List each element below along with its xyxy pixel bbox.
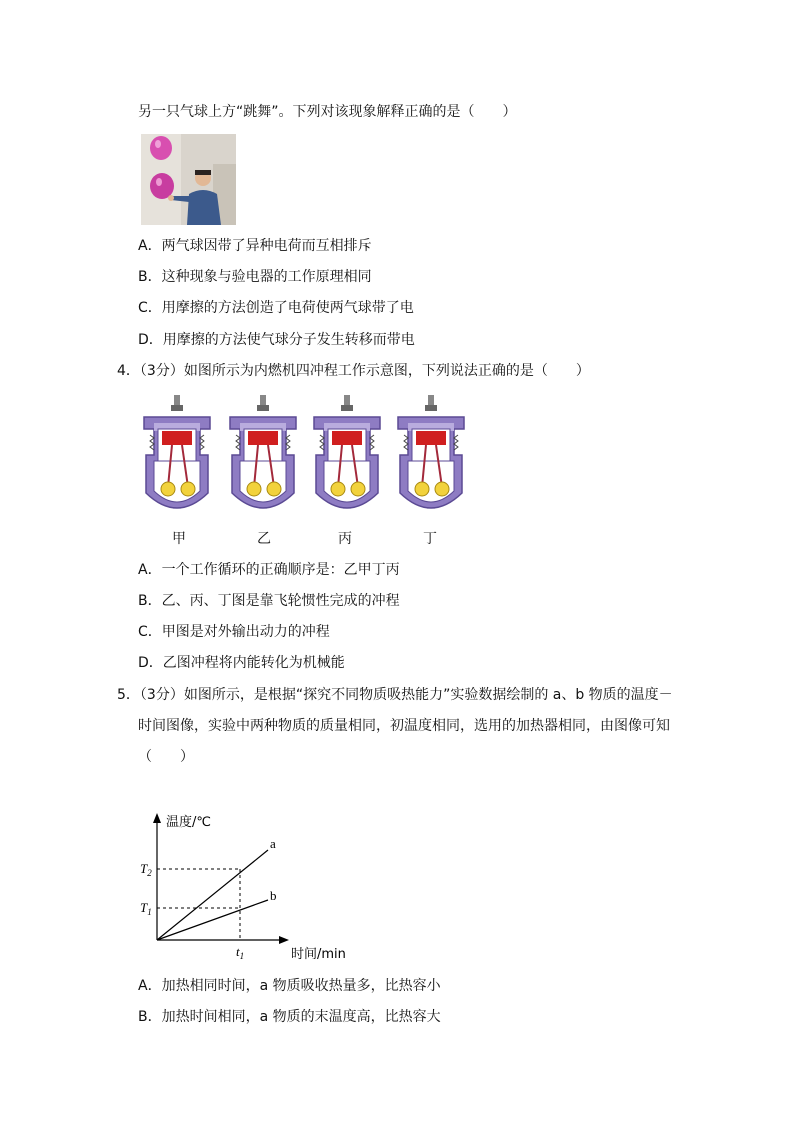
graph-xlabel: 时间/min — [291, 947, 346, 962]
q3-option-b: B．这种现象与验电器的工作原理相同 — [138, 269, 372, 285]
balloon-photo — [141, 134, 236, 225]
graph-line-b-label: b — [270, 888, 277, 903]
graph-time-mark: $t_1$ — [236, 944, 245, 961]
q3-option-c: C．用摩擦的方法创造了电荷使两气球带了电 — [138, 300, 414, 316]
q4-option-b: B．乙、丙、丁图是靠飞轮惯性完成的冲程 — [138, 593, 400, 609]
q5-stem-line2: 时间图像，实验中两种物质的质量相同，初温度相同，选用的加热器相同，由图像可知 — [138, 718, 670, 734]
graph-t1-label: $T_1$ — [140, 900, 152, 917]
engine-label-yi: 乙 — [257, 531, 271, 547]
engine-label-jia: 甲 — [172, 531, 186, 547]
q4-option-c: C．甲图是对外输出动力的冲程 — [138, 624, 330, 640]
q5-option-b: B．加热时间相同，a 物质的末温度高，比热容大 — [138, 1009, 441, 1025]
q4-option-a: A．一个工作循环的正确顺序是：乙甲丁丙 — [138, 562, 400, 578]
q3-stem-tail: 另一只气球上方“跳舞”。下列对该现象解释正确的是（ ） — [138, 104, 517, 120]
engine-label-bing: 丙 — [338, 531, 352, 547]
q3-option-a: A．两气球因带了异种电荷而互相排斥 — [138, 238, 372, 254]
q5-stem-line3: （ ） — [138, 749, 194, 765]
engine-stroke-diagrams — [140, 395, 480, 550]
temperature-time-graph — [138, 810, 358, 965]
q3-option-d: D．用摩擦的方法使气球分子发生转移而带电 — [138, 332, 415, 348]
q4-stem: 4．（3分）如图所示为内燃机四冲程工作示意图，下列说法正确的是（ ） — [117, 363, 590, 379]
q5-stem-line1: 5．（3分）如图所示，是根据“探究不同物质吸热能力”实验数据绘制的 a、b 物质的温度－ — [117, 687, 673, 703]
q4-option-d: D．乙图冲程将内能转化为机械能 — [138, 655, 345, 671]
graph-ylabel: 温度/℃ — [166, 815, 211, 830]
graph-line-a-label: a — [270, 836, 276, 851]
graph-t2-label: $T_2$ — [140, 861, 152, 878]
engine-label-ding: 丁 — [423, 531, 437, 547]
q5-option-a: A．加热相同时间，a 物质吸收热量多，比热容小 — [138, 978, 441, 994]
